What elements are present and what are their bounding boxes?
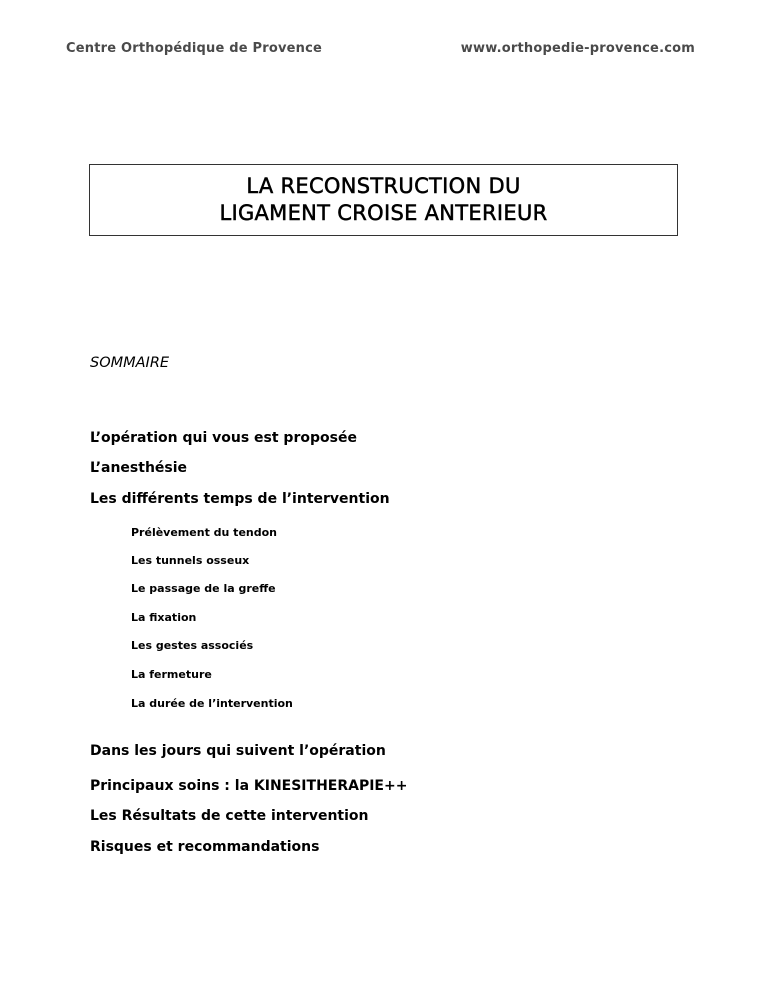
toc-item-kinesitherapie: Principaux soins : la KINESITHERAPIE++ bbox=[90, 778, 408, 794]
toc-item-temps-intervention: Les différents temps de l’intervention bbox=[90, 491, 390, 507]
sommaire-heading: SOMMAIRE bbox=[90, 355, 170, 371]
toc-subitem-tunnels-osseux: Les tunnels osseux bbox=[131, 554, 250, 567]
toc-subitem-fermeture: La fermeture bbox=[131, 668, 212, 681]
toc-item-resultats: Les Résultats de cette intervention bbox=[90, 808, 369, 824]
title-line-2: LIGAMENT CROISE ANTERIEUR bbox=[219, 201, 548, 225]
header-organization: Centre Orthopédique de Provence bbox=[66, 41, 323, 56]
toc-item-anesthesie: L’anesthésie bbox=[90, 460, 188, 476]
toc-subitem-prelevement-tendon: Prélèvement du tendon bbox=[131, 526, 277, 539]
toc-subitem-duree-intervention: La durée de l’intervention bbox=[131, 697, 293, 710]
toc-subitem-passage-greffe: Le passage de la greffe bbox=[131, 582, 276, 595]
header-website: www.orthopedie-provence.com bbox=[460, 41, 695, 56]
toc-item-operation-proposee: L’opération qui vous est proposée bbox=[90, 430, 357, 446]
toc-item-risques: Risques et recommandations bbox=[90, 839, 320, 855]
toc-subitem-gestes-associes: Les gestes associés bbox=[131, 639, 254, 652]
toc-item-jours-suivant: Dans les jours qui suivent l’opération bbox=[90, 743, 386, 759]
title-line-1: LA RECONSTRUCTION DU bbox=[246, 174, 521, 198]
title-box bbox=[89, 164, 678, 236]
toc-subitem-fixation: La fixation bbox=[131, 611, 197, 624]
